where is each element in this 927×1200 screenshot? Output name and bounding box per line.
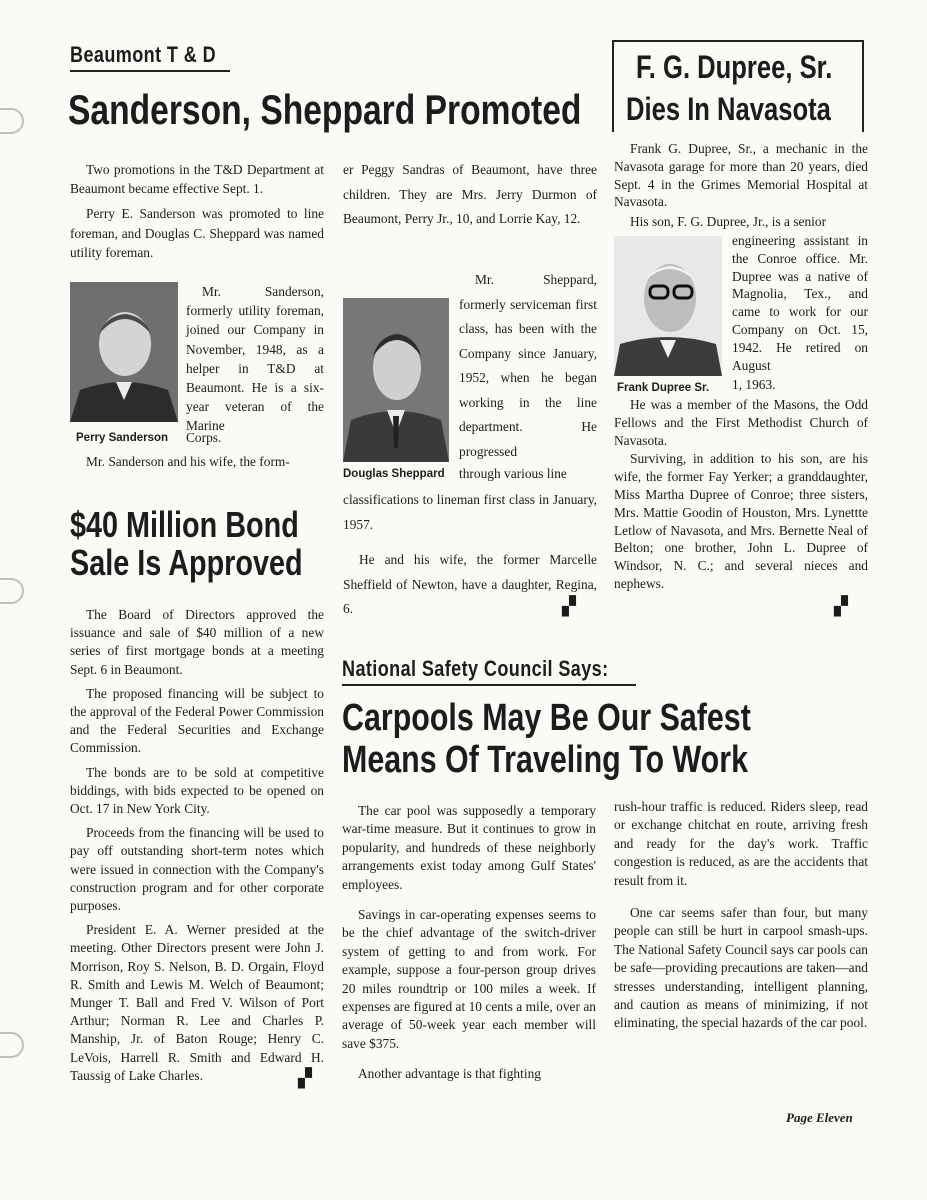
paragraph: through various line xyxy=(459,466,567,481)
photo-caption: Frank Dupree Sr. xyxy=(617,382,710,394)
article-column xyxy=(343,158,597,238)
article-column xyxy=(732,232,868,380)
box-rule-top xyxy=(612,40,864,42)
paragraph: Corps. xyxy=(186,430,222,445)
article-column xyxy=(614,140,868,237)
paragraph: Frank G. Dupree, Sr., a mechanic in the Navasota garage for more than 20 years, died Sept. 4 in the Grimes Memorial Hospital at Navasota. xyxy=(614,141,868,210)
paragraph: President E. A. Werner presided at the meeting. Other Directors present were John J. Morrison, Roy S. Nelson, B. D. Orgain, Floyd R. Smith and Lewis M. Welch of Beaumont; Munger T. Ball and Fred V. Wilson of Port Arthur; Norman R. Lee and Charles P. Manship, Jr. of Baton Rouge; Henry C. LeVois, Harrell R. Smith and Edward H. Taussig of Lake Charles. xyxy=(70,922,324,1083)
article-headline: Means Of Traveling To Work xyxy=(342,739,748,781)
binder-hole xyxy=(0,1032,24,1058)
paragraph: Mr. Sanderson, formerly utility foreman, joined our Company in November, 1948, as a helper in T&D at Beaumont. He is a six-year veteran of the Marine xyxy=(186,284,324,434)
article-headline: Sanderson, Sheppard Promoted xyxy=(68,86,582,133)
paragraph: Another advantage is that fighting xyxy=(358,1066,541,1082)
paragraph: The car pool was supposedly a temporary war-time measure. But it continues to grow in popularity, and hundreds of these neighborly arrangements exist today among Gulf States' employees. xyxy=(342,803,596,892)
paragraph: Mr. Sanderson and his wife, the form- xyxy=(86,454,290,469)
article-kicker: National Safety Council Says: xyxy=(342,656,609,681)
box-rule-left xyxy=(612,40,614,132)
box-rule-right xyxy=(862,40,864,132)
article-headline: Sale Is Approved xyxy=(70,542,303,583)
kicker-underline xyxy=(70,70,230,72)
photo-caption: Perry Sanderson xyxy=(76,432,169,444)
end-mark-icon: ▞ xyxy=(834,596,848,617)
paragraph: Savings in car-operating expenses seems to be the chief advantage of the switch-driver system of getting to and from work. For example, suppose a four-person group drives 20 miles roundtrip or 100 miles a week. If expenses are figured at 10 cents a mile, over an average of 50-week year each member will save $375. xyxy=(342,907,596,1051)
paragraph: 1, 1963. xyxy=(732,377,776,392)
article-headline: Carpools May Be Our Safest xyxy=(342,697,751,739)
paragraph: The Board of Directors approved the issuance and sale of $40 million of a new series of first mortgage bonds at a meeting Sept. 6 in Beaumont. xyxy=(70,607,324,677)
article-column xyxy=(70,452,324,477)
paragraph: Mr. Sheppard, formerly serviceman first class, has been with the Company since January, 1952, when he began working in the line department. He progressed xyxy=(459,272,597,459)
paragraph: He was a member of the Masons, the Odd Fellows and the First Methodist Church of Navasota. xyxy=(614,397,868,448)
paragraph: Perry E. Sanderson was promoted to line foreman, and Douglas C. Sheppard was named utility foreman. xyxy=(70,206,324,260)
paragraph: Proceeds from the financing will be used to pay off outstanding short-term notes which were issued in connection with the Company's construction program and for other corporate purposes. xyxy=(70,825,324,914)
article-column xyxy=(70,160,324,268)
article-column xyxy=(186,282,324,442)
paragraph: er Peggy Sandras of Beaumont, have three children. They are Mrs. Jerry Durmon of Beaumont, Perry Jr., 10, and Lorrie Kay, 12. xyxy=(343,162,597,226)
paragraph: He and his wife, the former Marcelle Sheffield of Newton, have a daughter, Regina, 6. xyxy=(343,552,597,616)
binder-hole xyxy=(0,578,24,604)
kicker-underline xyxy=(342,684,636,686)
paragraph: Surviving, in addition to his son, are his wife, the former Fay Yerker; a granddaughter, Miss Martha Dupree of Conroe; three sisters, Mrs. Mattie Goodin of Houston, Mrs. Lynettte Letlow of Navasota, and Mrs. Bernette Neal of Belton; one brother, John L. Dupree of Windsor, N. C.; and several nieces and nephews. xyxy=(614,451,868,591)
article-column xyxy=(186,428,324,453)
binder-hole xyxy=(0,108,24,134)
article-column xyxy=(459,268,597,470)
page-number: Page Eleven xyxy=(786,1110,853,1125)
article-column xyxy=(342,802,596,1090)
photo-perry-sanderson xyxy=(70,282,178,422)
article-column xyxy=(343,488,597,543)
article-column xyxy=(70,606,324,1091)
article-kicker: Beaumont T & D xyxy=(70,42,217,67)
paragraph: rush-hour traffic is reduced. Riders sleep, read or exchange chitchat en route, arriving fresh and ready for the day's work. Traffic congestion is reduced, as are the accidents that result from it. xyxy=(614,799,868,888)
article-headline: Dies In Navasota xyxy=(626,91,831,127)
paragraph: His son, F. G. Dupree, Jr., is a senior xyxy=(630,214,827,230)
article-column xyxy=(614,396,868,599)
paragraph: The proposed financing will be subject to the approval of the Federal Power Commission and the Federal Securities and Exchange Commission. xyxy=(70,685,324,756)
photo-caption: Douglas Sheppard xyxy=(343,468,445,480)
paragraph: One car seems safer than four, but many people can still be hurt in carpool smash-ups. The National Safety Council says car pools can be safe—providing precautions are taken—and stresses understanding, intelligent planning, and caution as means of minimizing, if not eliminating, the special hazards of the car pool. xyxy=(614,905,868,1031)
article-column xyxy=(614,798,868,1039)
article-headline: F. G. Dupree, Sr. xyxy=(636,49,833,85)
paragraph: Two promotions in the T&D Department at Beaumont became effective Sept. 1. xyxy=(70,162,324,197)
paragraph: engineering assistant in the Conroe office. Mr. Dupree was a native of Magnolia, Tex., and came to work for our Company on Oct. 15, 1942. He retired on August xyxy=(732,233,868,373)
article-column xyxy=(343,548,597,628)
article-headline: $40 Million Bond xyxy=(70,504,299,545)
end-mark-icon: ▞ xyxy=(562,596,576,617)
paragraph: classifications to lineman first class in January, 1957. xyxy=(343,492,597,532)
photo-frank-dupree xyxy=(614,236,722,376)
end-mark-icon: ▞ xyxy=(298,1068,312,1089)
photo-douglas-sheppard xyxy=(343,298,449,462)
paragraph: The bonds are to be sold at competitive biddings, with bids expected to be opened on Oct. 17 in New York City. xyxy=(70,764,324,817)
